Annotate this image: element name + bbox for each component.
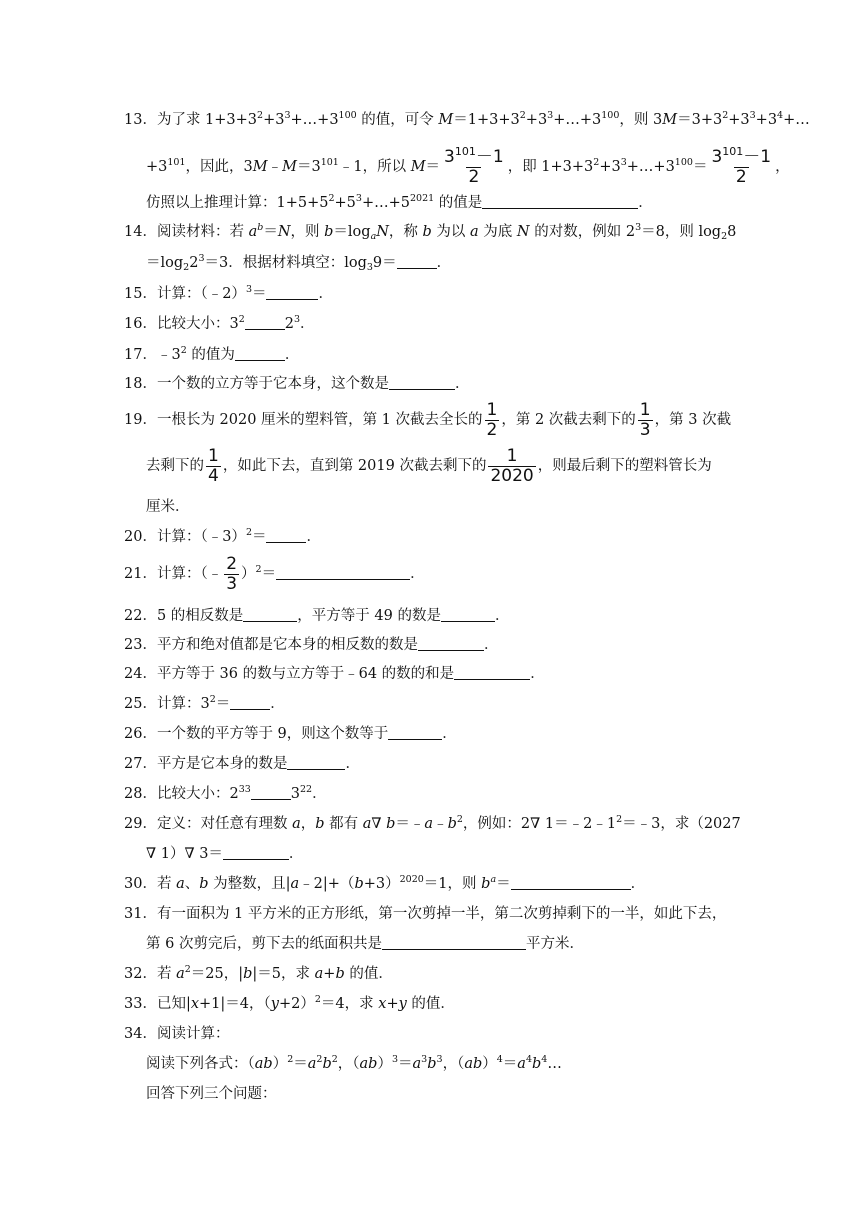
fraction-third: $\frac{1}{3}$ <box>639 399 651 440</box>
question-33: 33．已知|x+1|＝4，$(y+2)^2=4$，求 x+y 的值． <box>124 994 455 1012</box>
question-31-line-2: 第 6 次剪完后，剪下去的纸面积共是 平方米． <box>146 936 584 952</box>
answer-blank[interactable] <box>454 665 530 680</box>
answer-blank[interactable] <box>266 285 318 300</box>
answer-blank[interactable] <box>266 528 306 543</box>
question-13-line-3: 仿照以上推理计算：$1+5+5^2+5^3+\dots+5^{2021}$ 的值是 ． <box>146 193 653 211</box>
question-30: 30．若 a、b 为整数，且$|a﹣2|+(b+3)^{2020}=1$，则 $b^a=$ ． <box>124 874 646 892</box>
question-22: 22．5 的相反数是 ，平方等于 49 的数是 ． <box>124 608 510 624</box>
answer-blank[interactable] <box>511 875 631 890</box>
answer-blank[interactable] <box>287 755 345 770</box>
answer-blank[interactable] <box>230 695 270 710</box>
question-13-line-1: 13．为了求 $1+3+3^2+3^3+\dots+3^{100}$ 的值，可令 $M=1+3+3^2+3^3+\dots+3^{100}$，则 $3M=3+3^2+3^3+3^4+\dots$ <box>124 110 810 128</box>
answer-blank[interactable] <box>382 935 526 950</box>
answer-blank[interactable] <box>418 636 484 651</box>
question-20: 20．计算：（﹣3）$^2$＝ ． <box>124 527 321 545</box>
question-19-line-1: 19．一根长为 2020 厘米的塑料管，第 1 次截去全长的 $\frac{1}{2}$ ，第 2 次截去剩下的 $\frac{1}{3}$ ，第 3 次截 <box>124 399 732 440</box>
answer-blank[interactable] <box>251 785 291 800</box>
question-19-line-3: 厘米． <box>146 499 190 515</box>
answer-blank[interactable] <box>397 254 437 269</box>
question-18: 18．一个数的立方等于它本身，这个数是 ． <box>124 376 470 392</box>
question-15: 15．计算：（﹣2）$^3$＝ ． <box>124 284 333 302</box>
fraction-half: $\frac{1}{2}$ <box>486 399 498 440</box>
answer-blank[interactable] <box>482 194 638 209</box>
question-31-line-1: 31．有一面积为 1 平方米的正方形纸，第一次剪掉一半，第二次剪掉剩下的一半，如此下去， <box>124 906 727 922</box>
question-34-line-1: 阅读下列各式：$(ab)^2=a^2b^2$，$(ab)^3=a^3b^3$，$(ab)^4=a^4b^4\dots$ <box>146 1054 562 1072</box>
fraction-two-thirds: $\frac{2}{3}$ <box>226 553 238 594</box>
answer-blank[interactable] <box>235 346 285 361</box>
question-29-line-1: 29．定义：对任意有理数 a，b 都有 a∇ $b=﹣a﹣b^2$，例如：2∇ $1=﹣2﹣1^2=﹣3$，求（2027 <box>124 814 741 832</box>
question-23: 23．平方和绝对值都是它本身的相反数的数是 ． <box>124 637 499 653</box>
question-24: 24．平方等于 36 的数与立方等于﹣64 的数的和是 ． <box>124 666 545 682</box>
fraction-1: $\frac{3^{101}-1}{2}$ <box>444 144 504 187</box>
question-34-title: 34．阅读计算： <box>124 1026 230 1042</box>
answer-blank[interactable] <box>276 565 410 580</box>
answer-blank[interactable] <box>388 725 442 740</box>
fraction-2: $\frac{3^{101}-1}{2}$ <box>711 144 772 187</box>
question-25: 25．计算：$3^2=$ ． <box>124 694 285 712</box>
question-27: 27．平方是它本身的数是 ． <box>124 756 360 772</box>
question-29-line-2: ∇ 1）∇ 3＝ ． <box>146 846 304 862</box>
question-26: 26．一个数的平方等于 9，则这个数等于 ． <box>124 726 457 742</box>
answer-blank[interactable] <box>389 375 455 390</box>
answer-blank[interactable] <box>223 845 289 860</box>
question-17: 17．$﹣3^2$ 的值为 ． <box>124 345 300 363</box>
fraction-1-2020: $\frac{1}{2020}$ <box>490 445 534 486</box>
question-13-line-2: $+3^{101}$，因此，$3M﹣M=3^{101}﹣1$，所以 M＝ $\frac{3^{101}-1}{2}$ ，即 $1+3+3^2+3^3+\dots+3^{100}=$ $\frac{3^{101}-1}{2}$ ， <box>146 144 790 187</box>
question-14-line-1: 14．阅读材料：若 $a^b=N$，则 $b=\log_aN$，称 b 为以 a 为底 N 的对数，例如 $2^3=8$，则 $\log_28$ <box>124 222 737 242</box>
fraction-quarter: $\frac{1}{4}$ <box>208 445 219 486</box>
answer-blank[interactable] <box>245 315 285 330</box>
question-21: 21．计算：（﹣ $\frac{2}{3}$ ）$^2$＝ ． <box>124 553 425 594</box>
question-14-line-2: $=\log_22^3=3$．根据材料填空：$\log_39=$ ． <box>146 253 452 273</box>
question-32: 32．若 $a^2=25$，|b|＝5，求 a+b 的值． <box>124 964 393 982</box>
question-34-line-2: 回答下列三个问题： <box>146 1086 277 1102</box>
answer-blank-2[interactable] <box>441 607 495 622</box>
answer-blank-1[interactable] <box>243 607 297 622</box>
question-28: 28．比较大小：$2^{33}$ $3^{22}$． <box>124 784 327 802</box>
question-19-line-2: 去剩下的 $\frac{1}{4}$ ，如此下去，直到第 2019 次截去剩下的 $\frac{1}{2020}$ ，则最后剩下的塑料管长为 <box>146 445 712 486</box>
question-16: 16．比较大小：$3^2$ $2^3$． <box>124 314 315 332</box>
